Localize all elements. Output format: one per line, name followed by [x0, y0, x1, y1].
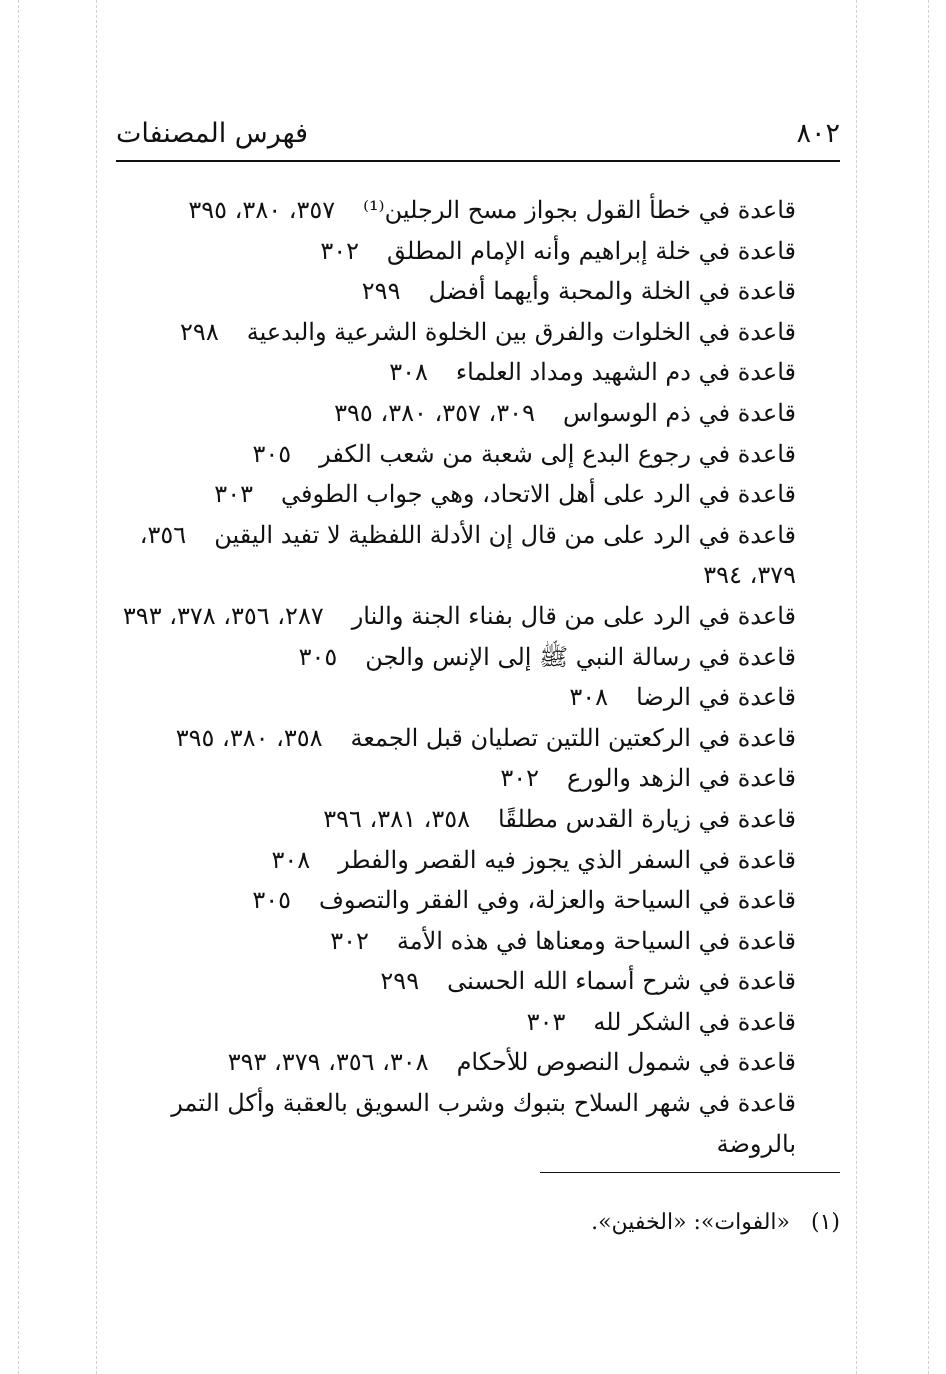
- entry-title: قاعدة في شرح أسماء الله الحسنى: [447, 967, 796, 996]
- entry-page-numbers: ٣٠٣: [214, 480, 253, 509]
- entry-title: قاعدة في خطأ القول بجواز مسح الرجلين⁽¹⁾: [363, 196, 796, 224]
- footnote: [591, 1210, 840, 1235]
- entry-page-numbers: ٣٠٩، ٣٥٧، ٣٨٠، ٣٩٥: [334, 398, 535, 427]
- index-entry: [116, 677, 796, 718]
- entry-page-numbers: ٣٠٨: [271, 845, 311, 874]
- index-entry: [116, 1083, 796, 1164]
- entry-title: قاعدة في السفر الذي يجوز فيه القصر والفطر: [338, 845, 796, 874]
- entry-title: قاعدة في رسالة النبي ﷺ إلى الإنس والجن: [365, 642, 796, 671]
- footnote-mark: (١): [810, 1210, 840, 1235]
- entry-page-numbers: ٢٩٨: [180, 317, 219, 346]
- index-entries: [116, 190, 796, 1164]
- entry-title: قاعدة في رجوع البدع إلى شعبة من شعب الكفر: [319, 439, 796, 468]
- entry-title: قاعدة في الرد على من قال بفناء الجنة والنار: [351, 601, 796, 630]
- index-entry: [116, 190, 796, 231]
- entry-title: قاعدة في الركعتين اللتين تصليان قبل الجمعة: [350, 723, 796, 752]
- index-entry: [116, 352, 796, 393]
- entry-title: قاعدة في الرد على أهل الاتحاد، وهي جواب الطوفي: [280, 480, 796, 509]
- entry-page-numbers: ٣٠٨: [389, 358, 428, 387]
- page-number: ٨٠٢: [796, 118, 840, 149]
- scan-guide-line: [18, 0, 19, 1374]
- entry-page-numbers: ٣٥٨، ٣٨١، ٣٩٦: [323, 804, 471, 833]
- index-entry: [116, 758, 796, 799]
- index-entry: [116, 799, 796, 840]
- entry-page-numbers: ٣٥٦، ٣٧٩، ٣٩٤: [139, 520, 796, 590]
- index-entry: [116, 637, 796, 678]
- index-entry: [116, 961, 796, 1002]
- index-entry: [116, 434, 796, 475]
- page-header: [116, 118, 840, 160]
- index-entry: [116, 880, 796, 921]
- index-entry: [116, 312, 796, 353]
- entry-title: قاعدة في شمول النصوص للأحكام: [456, 1048, 796, 1077]
- index-entry: [116, 840, 796, 881]
- entry-title: قاعدة في خلة إبراهيم وأنه الإمام المطلق: [387, 236, 796, 265]
- entry-page-numbers: ٣٠٣: [526, 1007, 566, 1036]
- entry-page-numbers: ٢٨٧، ٣٥٦، ٣٧٨، ٣٩٣: [122, 601, 324, 630]
- entry-title: قاعدة في الخلة والمحبة وأيهما أفضل: [428, 277, 796, 306]
- footnote-rule: [540, 1172, 840, 1173]
- header-rule: [116, 160, 840, 162]
- entry-page-numbers: ٣٠٨: [569, 683, 609, 712]
- entry-page-numbers: ٣٥٧، ٣٨٠، ٣٩٥: [188, 196, 336, 224]
- entry-title: قاعدة في الشكر لله: [593, 1007, 796, 1036]
- index-entry: [116, 1042, 796, 1083]
- entry-page-numbers: ٣٠٥: [252, 439, 292, 468]
- entry-title: قاعدة في السياحة ومعناها في هذه الأمة: [396, 926, 796, 955]
- footnote-text: «الفوات»: «الخفين».: [591, 1210, 790, 1235]
- entry-title: قاعدة في ذم الوسواس: [562, 398, 796, 427]
- entry-title: قاعدة في الخلوات والفرق بين الخلوة الشرعية والبدعية: [246, 317, 796, 346]
- index-entry: [116, 231, 796, 272]
- index-entry: [116, 718, 796, 759]
- scan-guide-line: [96, 0, 97, 1374]
- running-title: فهرس المصنفات: [116, 118, 308, 149]
- entry-title: قاعدة في السياحة والعزلة، وفي الفقر والتصوف: [319, 886, 796, 915]
- entry-title: قاعدة في الرد على من قال إن الأدلة اللفظية لا تفيد اليقين: [214, 520, 796, 549]
- index-entry: [116, 596, 796, 637]
- entry-title: قاعدة في دم الشهيد ومداد العلماء: [455, 358, 796, 387]
- entry-page-numbers: ٣٠٨، ٣٥٦، ٣٧٩، ٣٩٣: [227, 1048, 429, 1077]
- entry-page-numbers: ٣٠٥: [252, 886, 292, 915]
- index-entry: [116, 921, 796, 962]
- entry-title: قاعدة في الرضا: [636, 683, 796, 712]
- index-entry: [116, 515, 796, 596]
- scan-guide-line: [856, 0, 857, 1374]
- entry-title: قاعدة في زيارة القدس مطلقًا: [498, 804, 796, 833]
- entry-title: قاعدة في شهر السلاح بتبوك وشرب السويق بالعقبة وأكل التمر بالروضة: [171, 1089, 796, 1158]
- index-entry: [116, 474, 796, 515]
- entry-title: قاعدة في الزهد والورع: [567, 764, 796, 793]
- index-entry: [116, 393, 796, 434]
- entry-page-numbers: ٣٠٢: [500, 764, 539, 793]
- entry-page-numbers: ٣٠٢: [330, 926, 369, 955]
- entry-page-numbers: ٢٩٩: [380, 967, 420, 996]
- index-entry: [116, 1002, 796, 1043]
- entry-page-numbers: ٣٠٥: [298, 642, 338, 671]
- scan-guide-line: [928, 0, 929, 1374]
- index-entry: [116, 271, 796, 312]
- entry-page-numbers: ٣٠٢: [320, 236, 359, 265]
- entry-page-numbers: ٣٥٨، ٣٨٠، ٣٩٥: [175, 723, 323, 752]
- entry-page-numbers: ٢٩٩: [361, 277, 401, 306]
